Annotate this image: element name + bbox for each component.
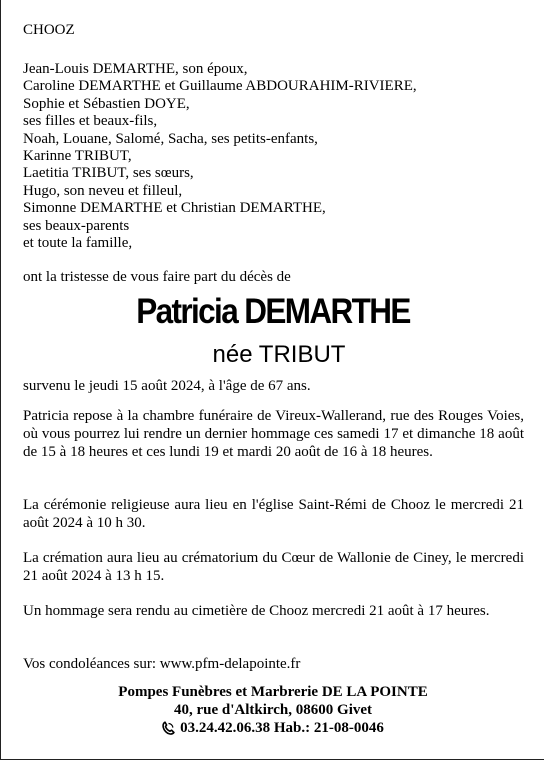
family-line: Laetitia TRIBUT, ses sœurs, bbox=[23, 165, 194, 182]
funeral-home-phones: 03.24.42.06.38 Hab.: 21-08-0046 bbox=[180, 720, 384, 736]
family-line: Karinne TRIBUT, bbox=[23, 148, 132, 165]
death-details: survenu le jeudi 15 août 2024, à l'âge de 67 ans. bbox=[23, 378, 311, 394]
family-line: ses filles et beaux-fils, bbox=[23, 113, 158, 130]
family-list bbox=[23, 61, 417, 252]
family-line: et toute la famille, bbox=[23, 235, 133, 252]
tribute-details: Un hommage sera rendu au cimetière de Chooz mercredi 21 août à 17 heures. bbox=[23, 603, 490, 619]
deceased-maiden-name: née TRIBUT bbox=[212, 341, 346, 368]
ceremony-details: La cérémonie religieuse aura lieu en l'église Saint-Rémi de Chooz le mercredi 21 août 2024 à 10 h 30. bbox=[23, 497, 524, 531]
deceased-name: Patricia DEMARTHE bbox=[136, 292, 410, 331]
family-line: Caroline DEMARTHE et Guillaume ABDOURAHIM-RIVIERE, bbox=[23, 78, 417, 95]
cremation-details: La crémation aura lieu au crématorium du Cœur de Wallonie de Ciney, le mercredi 21 août 2024 à 13 h 15. bbox=[23, 550, 524, 584]
funeral-home-address: 40, rue d'Altkirch, 08600 Givet bbox=[173, 702, 373, 718]
funeral-home-footer bbox=[1, 683, 544, 740]
family-line: Jean-Louis DEMARTHE, son époux, bbox=[23, 61, 248, 77]
family-line: Simonne DEMARTHE et Christian DEMARTHE, bbox=[23, 200, 326, 217]
viewing-details: Patricia repose à la chambre funéraire de Vireux-Wallerand, rue des Rouges Voies, où vous pourrez lui rendre un dernier hommage ces samedi 17 et dimanche 18 août de 15 à 18 heures et ces lundi 19 et mardi 20 août de 16 à 18 heures. bbox=[23, 408, 524, 460]
family-line: Sophie et Sébastien DOYE, bbox=[23, 95, 190, 112]
condolences-line: Vos condoléances sur: www.pfm-delapointe.fr bbox=[23, 656, 301, 672]
funeral-home-name: Pompes Funèbres et Marbrerie DE LA POINTE bbox=[118, 684, 428, 700]
family-line: Hugo, son neveu et filleul, bbox=[23, 182, 183, 199]
phone-icon bbox=[162, 721, 175, 735]
location-heading: CHOOZ bbox=[23, 22, 75, 38]
family-line: ses beaux-parents bbox=[23, 217, 130, 234]
funeral-home-phones-row bbox=[162, 719, 384, 737]
announcement-intro: ont la tristesse de vous faire part du décès de bbox=[23, 269, 291, 285]
family-line: Noah, Louane, Salomé, Sacha, ses petits-enfants, bbox=[23, 130, 318, 147]
